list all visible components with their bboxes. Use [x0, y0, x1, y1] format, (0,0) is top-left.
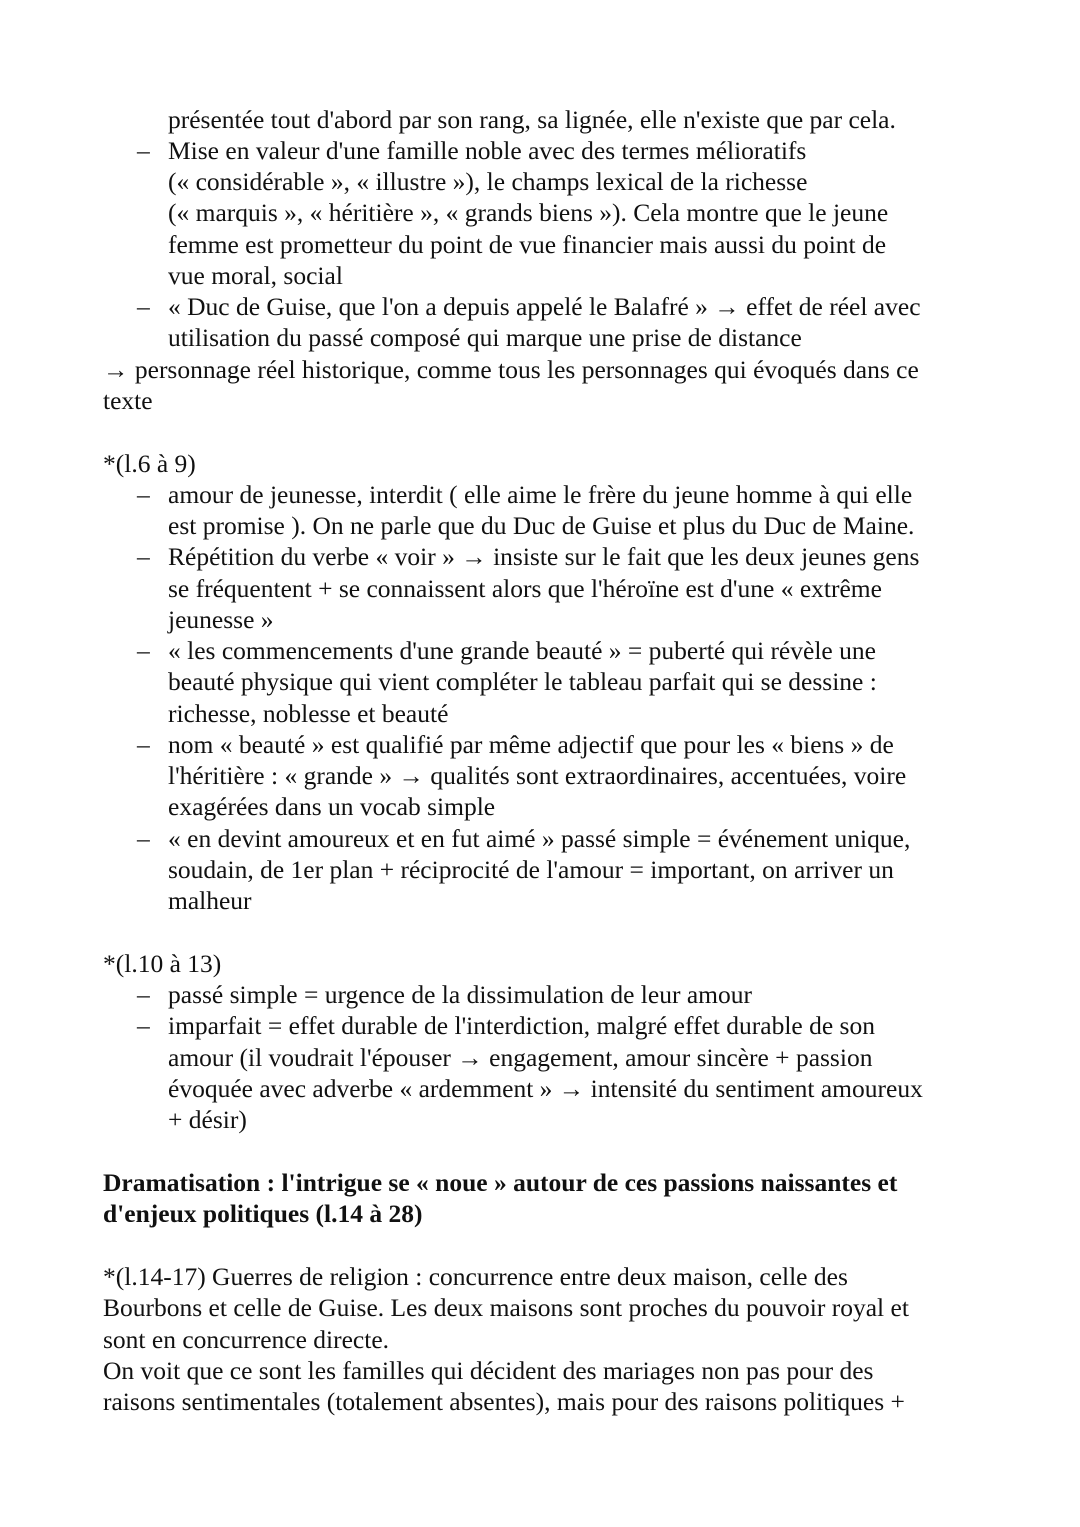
text-line: présentée tout d'abord par son rang, sa lignée, elle n'existe que par cela.	[168, 105, 896, 134]
text-line: passé simple = urgence de la dissimulation de leur amour	[168, 980, 752, 1009]
text-line: soudain, de 1er plan + réciprocité de l'amour = important, on arriver un	[168, 855, 894, 884]
text-line: vue moral, social	[168, 261, 343, 290]
text-line: nom « beauté » est qualifié par même adjectif que pour les « biens » de	[168, 730, 894, 759]
bullet-dash: –	[137, 542, 150, 571]
bullet-dash: –	[137, 980, 150, 1009]
text-line: « en devint amoureux et en fut aimé » passé simple = événement unique,	[168, 824, 911, 853]
text-line: est promise ). On ne parle que du Duc de Guise et plus du Duc de Maine.	[168, 511, 915, 540]
text-line: « les commencements d'une grande beauté » = puberté qui révèle une	[168, 636, 876, 665]
text-line: texte	[103, 386, 153, 415]
text-line: exagérées dans un vocab simple	[168, 792, 496, 821]
section-heading: *(l.10 à 13)	[103, 949, 222, 978]
section-heading: *(l.6 à 9)	[103, 449, 196, 478]
text-line: Bourbons et celle de Guise. Les deux maisons sont proches du pouvoir royal et	[103, 1293, 909, 1322]
bullet-dash: –	[137, 636, 150, 665]
text-line: On voit que ce sont les familles qui décident des mariages non pas pour des	[103, 1356, 874, 1385]
text-line: (« marquis », « héritière », « grands biens »). Cela montre que le jeune	[168, 198, 889, 227]
text-line: + désir)	[168, 1105, 247, 1134]
text-line: beauté physique qui vient compléter le tableau parfait qui se dessine :	[168, 667, 877, 696]
text-line: sont en concurrence directe.	[103, 1325, 390, 1354]
bullet-dash: –	[137, 292, 150, 321]
text-line: amour (il voudrait l'épouser → engagement, amour sincère + passion	[168, 1043, 873, 1072]
text-line: utilisation du passé composé qui marque une prise de distance	[168, 323, 802, 352]
text-line: femme est prometteur du point de vue financier mais aussi du point de	[168, 230, 887, 259]
text-line: → personnage réel historique, comme tous les personnages qui évoqués dans ce	[103, 355, 919, 384]
text-line: amour de jeunesse, interdit ( elle aime le frère du jeune homme à qui elle	[168, 480, 913, 509]
text-line: jeunesse »	[168, 605, 274, 634]
bold-heading-line: Dramatisation : l'intrigue se « noue » autour de ces passions naissantes et	[103, 1168, 898, 1197]
text-line: malheur	[168, 886, 252, 915]
text-line: se fréquentent + se connaissent alors que l'héroïne est d'une « extrême	[168, 574, 882, 603]
bullet-dash: –	[137, 824, 150, 853]
text-line: Mise en valeur d'une famille noble avec des termes mélioratifs	[168, 136, 807, 165]
bullet-dash: –	[137, 1011, 150, 1040]
bullet-dash: –	[137, 480, 150, 509]
text-line: évoquée avec adverbe « ardemment » → intensité du sentiment amoureux	[168, 1074, 923, 1103]
text-line: « Duc de Guise, que l'on a depuis appelé le Balafré » → effet de réel avec	[168, 292, 921, 321]
text-line: raisons sentimentales (totalement absentes), mais pour des raisons politiques +	[103, 1387, 905, 1416]
text-line: richesse, noblesse et beauté	[168, 699, 449, 728]
text-line: imparfait = effet durable de l'interdiction, malgré effet durable de son	[168, 1011, 875, 1040]
bullet-dash: –	[137, 136, 150, 165]
bullet-dash: –	[137, 730, 150, 759]
text-line: (« considérable », « illustre »), le champs lexical de la richesse	[168, 167, 808, 196]
text-line: *(l.14-17) Guerres de religion : concurrence entre deux maison, celle des	[103, 1262, 848, 1291]
bold-heading-line: d'enjeux politiques (l.14 à 28)	[103, 1199, 423, 1228]
text-line: l'héritière : « grande » → qualités sont extraordinaires, accentuées, voire	[168, 761, 907, 790]
text-line: Répétition du verbe « voir » → insiste sur le fait que les deux jeunes gens	[168, 542, 920, 571]
